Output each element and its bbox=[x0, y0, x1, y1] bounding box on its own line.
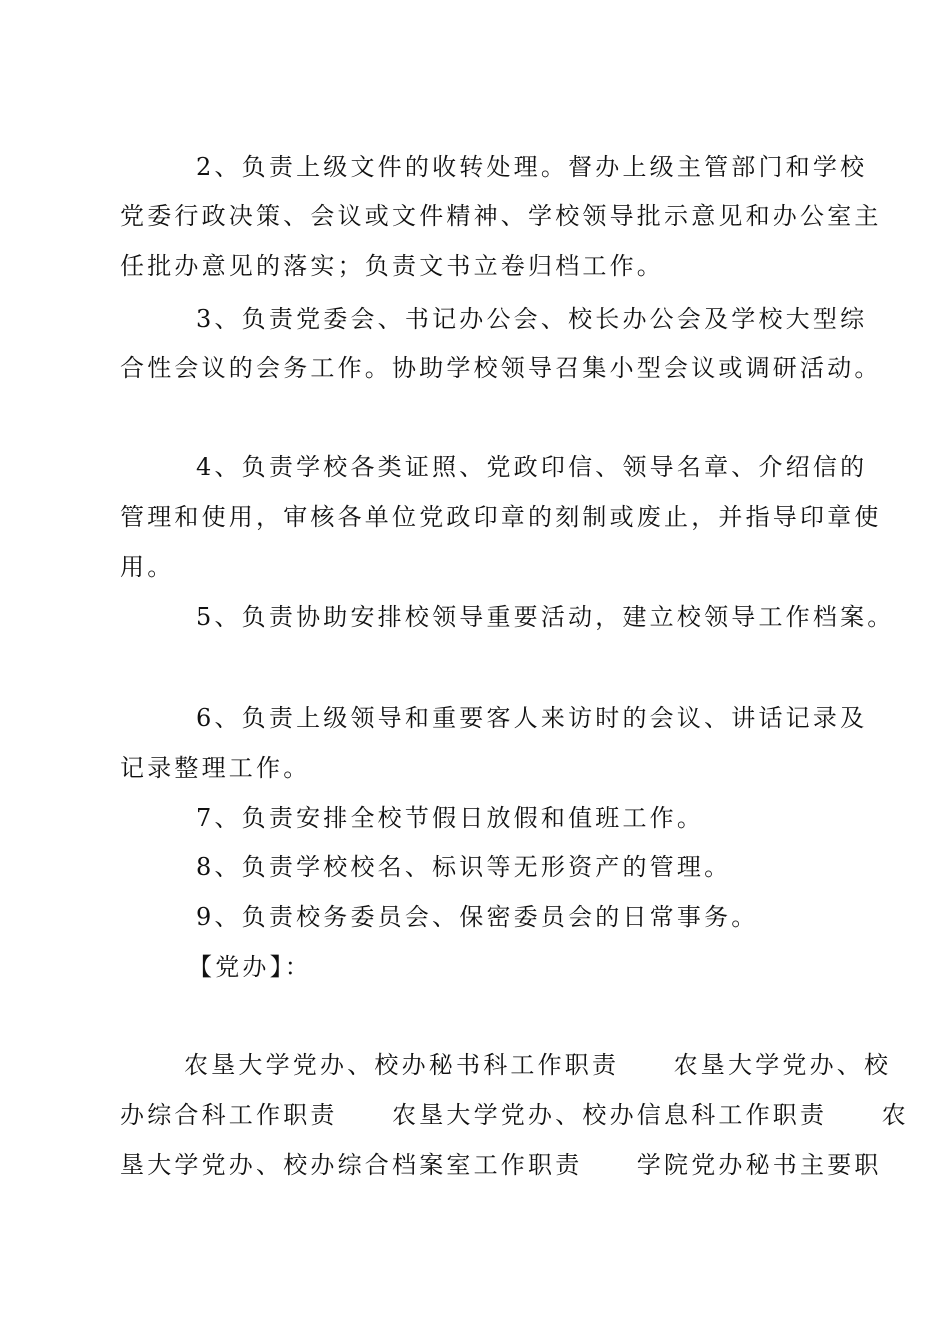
paragraph-2-line-3: 任批办意见的落实；负责文书立卷归档工作。 bbox=[120, 252, 664, 280]
related-links-line-3: 垦大学党办、校办综合档案室工作职责 学院党办秘书主要职 bbox=[120, 1151, 882, 1179]
paragraph-6-line-1: 6、负责上级领导和重要客人来访时的会议、讲话记录及 bbox=[196, 704, 868, 732]
paragraph-8-line-1: 8、负责学校校名、标识等无形资产的管理。 bbox=[196, 853, 732, 881]
section-heading-dangban: 【党办】： bbox=[188, 953, 312, 981]
paragraph-4-line-2: 管理和使用，审核各单位党政印章的刻制或废止，并指导印章使 bbox=[120, 503, 882, 531]
paragraph-9-line-1: 9、负责校务委员会、保密委员会的日常事务。 bbox=[196, 903, 759, 931]
paragraph-7-line-1: 7、负责安排全校节假日放假和值班工作。 bbox=[196, 804, 705, 832]
paragraph-3-line-2: 合性会议的会务工作。协助学校领导召集小型会议或调研活动。 bbox=[120, 354, 882, 382]
paragraph-3-line-1: 3、负责党委会、书记办公会、校长办公会及学校大型综 bbox=[196, 305, 868, 333]
paragraph-4-line-1: 4、负责学校各类证照、党政印信、领导名章、介绍信的 bbox=[196, 453, 868, 481]
paragraph-6-line-2: 记录整理工作。 bbox=[120, 754, 311, 782]
paragraph-5-line-1: 5、负责协助安排校领导重要活动，建立校领导工作档案。 bbox=[196, 603, 895, 631]
paragraph-2-line-1: 2、负责上级文件的收转处理。督办上级主管部门和学校 bbox=[196, 153, 868, 181]
related-links-line-1: 农垦大学党办、校办秘书科工作职责 农垦大学党办、校 bbox=[184, 1051, 892, 1079]
paragraph-4-line-3: 用。 bbox=[120, 553, 175, 581]
paragraph-2-line-2: 党委行政决策、会议或文件精神、学校领导批示意见和办公室主 bbox=[120, 202, 882, 230]
related-links-line-2: 办综合科工作职责 农垦大学党办、校办信息科工作职责 农 bbox=[120, 1101, 909, 1129]
